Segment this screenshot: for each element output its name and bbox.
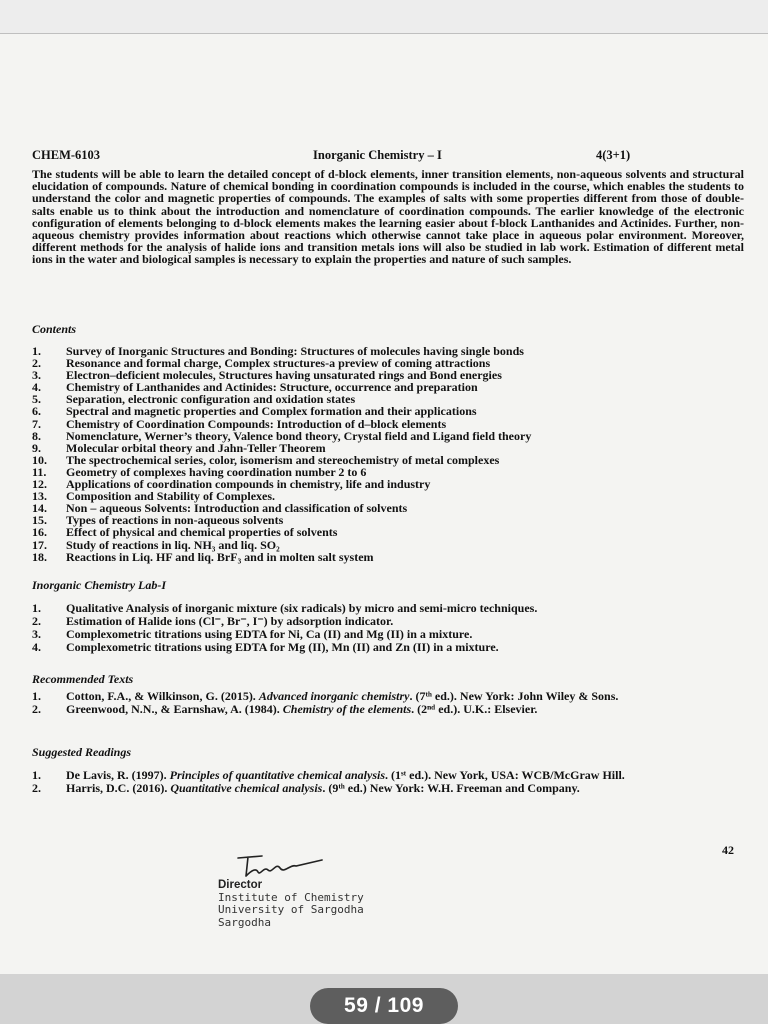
item-number: 3. bbox=[32, 627, 41, 641]
list-item bbox=[32, 551, 531, 563]
item-text: The spectrochemical series, color, isomerism and stereochemistry of metal complexes bbox=[66, 452, 500, 467]
item-text: Chemistry of Coordination Compounds: Introduction of d–block elements bbox=[66, 416, 447, 431]
item-number: 3. bbox=[32, 368, 41, 383]
reference-authors: De Lavis, R. (1997). bbox=[66, 768, 170, 782]
reference-title: Chemistry of the elements bbox=[282, 702, 412, 716]
item-number: 2. bbox=[32, 356, 41, 371]
item-text: Complexometric titrations using EDTA for Ni, Ca (II) and Mg (II) in a mixture. bbox=[66, 627, 473, 641]
item-number: 2. bbox=[32, 781, 41, 795]
item-text: Types of reactions in non-aqueous solvents bbox=[66, 513, 284, 528]
item-text: Geometry of complexes having coordination number 2 to 6 bbox=[66, 464, 367, 479]
item-text: Spectral and magnetic properties and Complex formation and their applications bbox=[66, 404, 477, 419]
reference-title: Advanced inorganic chemistry bbox=[258, 689, 410, 703]
item-number: 6. bbox=[32, 404, 41, 419]
stamp-line-university: University of Sargodha bbox=[218, 903, 364, 916]
reference-details: . (7ᵗʰ ed.). New York: John Wiley & Sons. bbox=[409, 689, 619, 703]
item-text: Complexometric titrations using EDTA for Mg (II), Mn (II) and Zn (II) in a mixture. bbox=[66, 640, 499, 654]
course-title: Inorganic Chemistry – I bbox=[313, 148, 442, 162]
item-number: 1. bbox=[32, 601, 41, 615]
item-number: 1. bbox=[32, 689, 41, 703]
item-text: Survey of Inorganic Structures and Bonding: Structures of molecules having single bonds bbox=[66, 344, 524, 358]
reference-title: Principles of quantitative chemical analysis bbox=[169, 768, 385, 782]
reference-item bbox=[32, 782, 738, 795]
reference-authors: Harris, D.C. (2016). bbox=[66, 781, 171, 795]
item-number: 5. bbox=[32, 392, 41, 407]
stamp-line-institute: Institute of Chemistry bbox=[218, 890, 364, 904]
item-number: 1. bbox=[32, 768, 41, 782]
item-number: 1. bbox=[32, 344, 41, 358]
item-number: 4. bbox=[32, 640, 41, 654]
lab-heading: Inorganic Chemistry Lab-I bbox=[32, 578, 167, 592]
suggested-heading: Suggested Readings bbox=[32, 745, 132, 759]
item-number: 15. bbox=[32, 513, 47, 528]
lab-list bbox=[32, 602, 537, 654]
reference-authors: Greenwood, N.N., & Earnshaw, A. (1984). bbox=[66, 702, 283, 716]
reference-details: . (9ᵗʰ ed.) New York: W.H. Freeman and Company. bbox=[322, 781, 580, 795]
item-text: Non – aqueous Solvents: Introduction and classification of solvents bbox=[66, 501, 408, 516]
item-number: 2. bbox=[32, 614, 41, 628]
page-counter: 59 / 109 bbox=[310, 988, 458, 1024]
director-stamp bbox=[218, 879, 364, 929]
course-credits: 4(3+1) bbox=[596, 148, 631, 162]
item-text: Resonance and formal charge, Complex structures-a preview of coming attractions bbox=[66, 356, 491, 371]
course-description: The students will be able to learn the detailed concept of d-block elements, inner transition elements, non-aqueous solvents and structural elucidation of compounds. Nature of chemical bonding in coordination compounds is included in the course, which enables the students to understand the color and magnetic properties of compounds. The examples of salts with some properties different from those of double-salts enable us to think about the introduction and nomenclature of coordination compounds. The earlier knowledge of the electronic configuration of elements belonging to d-block elements makes the learning easier about f-block Lanthanides and Actinides. Further, non-aqueous chemistry provides information about reactions which otherwise cannot take place in aqueous polar environment. Moreover, different methods for the analysis of halide ions and transition metals ions will also be studied in lab work. Estimation of different metal ions in the water and biological samples is necessary to explain the properties and nature of such samples. bbox=[32, 167, 744, 267]
item-text: Qualitative Analysis of inorganic mixture (six radicals) by micro and semi-micro techniques. bbox=[66, 601, 538, 615]
reference-item bbox=[32, 703, 738, 716]
item-number: 10. bbox=[32, 452, 47, 467]
item-text: Composition and Stability of Complexes. bbox=[66, 489, 276, 504]
item-number: 14. bbox=[32, 501, 47, 516]
item-number: 11. bbox=[32, 464, 47, 479]
item-text: Reactions in Liq. HF and liq. BrF₃ and in molten salt system bbox=[66, 549, 374, 564]
reference-authors: Cotton, F.A., & Wilkinson, G. (2015). bbox=[66, 689, 259, 703]
reference-details: . (2ⁿᵈ ed.). U.K.: Elsevier. bbox=[411, 702, 538, 716]
signature bbox=[232, 852, 328, 882]
item-number: 18. bbox=[32, 549, 47, 564]
item-text: Effect of physical and chemical properties of solvents bbox=[66, 525, 338, 540]
item-text: Estimation of Halide ions (Cl⁻, Br⁻, I⁻) by adsorption indicator. bbox=[66, 614, 394, 628]
item-number: 16. bbox=[32, 525, 47, 540]
previous-page-edge bbox=[0, 0, 768, 34]
suggested-list bbox=[32, 769, 738, 795]
item-number: 13. bbox=[32, 489, 47, 504]
item-text: Electron–deficient molecules, Structures having unsaturated rings and Bond energies bbox=[66, 368, 502, 383]
item-number: 9. bbox=[32, 440, 41, 455]
item-number: 17. bbox=[32, 537, 47, 552]
item-number: 7. bbox=[32, 416, 41, 431]
recommended-list bbox=[32, 690, 738, 716]
contents-list bbox=[32, 345, 531, 563]
contents-heading: Contents bbox=[32, 322, 77, 336]
item-text: Molecular orbital theory and Jahn-Teller Theorem bbox=[66, 440, 326, 455]
course-code: CHEM-6103 bbox=[32, 148, 101, 162]
item-number: 4. bbox=[32, 380, 41, 395]
item-text: Study of reactions in liq. NH₃ and liq. SO₂ bbox=[66, 537, 280, 552]
page-number: 42 bbox=[722, 843, 734, 857]
item-text: Separation, electronic configuration and oxidation states bbox=[66, 392, 356, 407]
stamp-line-director: Director bbox=[218, 879, 263, 891]
reference-title: Quantitative chemical analysis bbox=[170, 781, 323, 795]
item-text: Applications of coordination compounds in chemistry, life and industry bbox=[66, 477, 431, 492]
recommended-heading: Recommended Texts bbox=[32, 672, 134, 686]
reference-details: . (1ˢᵗ ed.). New York, USA: WCB/McGraw Hill. bbox=[385, 768, 625, 782]
item-number: 8. bbox=[32, 428, 41, 443]
stamp-line-city: Sargodha bbox=[218, 915, 271, 929]
item-text: Chemistry of Lanthanides and Actinides: Structure, occurrence and preparation bbox=[66, 380, 478, 395]
list-item bbox=[32, 641, 537, 654]
item-number: 2. bbox=[32, 702, 41, 716]
item-text: Nomenclature, Werner’s theory, Valence bond theory, Crystal field and Ligand field theory bbox=[66, 428, 532, 443]
item-number: 12. bbox=[32, 477, 47, 492]
